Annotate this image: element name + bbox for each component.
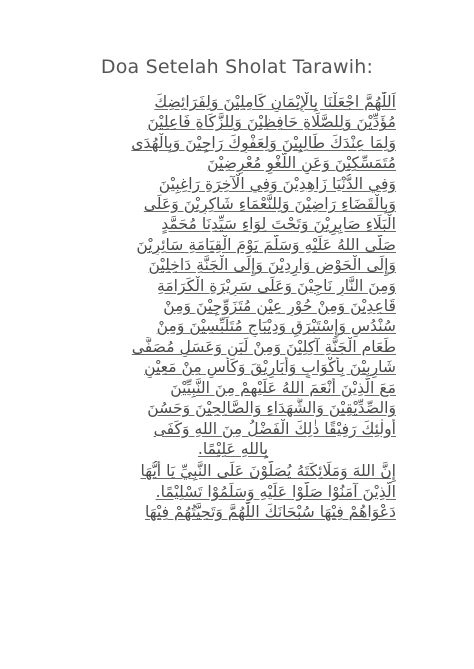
prayer-line-11: قَاعِدِيْنَ وَمِنْ حُوْرٍ عِيْنٍ مُتَزَوِّجِيْنَ وَمِنْ (163, 297, 396, 316)
prayer-line-13: طَعَامِ الْجَنَّةِ آكِلِيْنَ وَمِنْ لَبَنٍ وَعَسَلٍ مُصَفًّى (131, 337, 396, 356)
prayer-line-4: مُتَمَسِّكِيْنَ وَعَنِ اللَّغْوِ مُعْرِضِيْنَ (207, 154, 396, 173)
prayer-line-16: وَالصِّدِّيْقِيْنَ وَالشُّهَدَاءِ وَالصَّالِحِيْنَ وَحَسُنَ (147, 399, 396, 418)
prayer-line-7: الْبَلَاءِ صَابِرِيْنَ وَتَحْتَ لِوَاءِ سَيِّدِنَا مُحَمَّدٍ (161, 215, 396, 234)
prayer-line-15: مَعَ الَّذِيْنَ أَنْعَمَ اللهُ عَلَيْهِمْ مِنَ النَّبِيِّيْنَ (170, 378, 396, 397)
prayer-line-2: مُؤَدِّيْنَ وَلِلصَّلَاةِ حَافِظِيْنَ وَلِلزَّكَاةِ فَاعِلِيْنَ (147, 113, 396, 132)
prayer-line-1: اَللّٰهُمَّ اجْعَلْنَا بِالْإِيْمَانِ كَامِلِيْنَ وَلِفَرَائِضِكَ (154, 93, 396, 111)
salawat-line-1: إِنَّ اللهَ وَمَلَائِكَتَهُ يُصَلُّوْنَ عَلَى النَّبِيِّ يَا أَيُّهَا (140, 462, 396, 481)
prayer-line-12: سُنْدُسٍ وَإِسْتَبْرَقٍ وَدِيْبَاجٍ مُتَلَبِّسِيْنَ وَمِنْ (156, 317, 396, 336)
salawat-line-2: الَّذِيْنَ آمَنُوْا صَلُّوْا عَلَيْهِ وَسَلِّمُوْا تَسْلِيْمًا. (155, 482, 396, 501)
prayer-line-6: وَبِالْقَضَاءِ رَاضِيْنَ وَلِلنَّعْمَاءِ شَاكِرِيْنَ وَعَلَى (143, 195, 396, 214)
prayer-line-3: وَلِمَا عِنْدَكَ طَالِبِيْنَ وَلِعَفْوِكَ رَاجِيْنَ وَبِالْهُدَى (131, 133, 396, 152)
prayer-line-18: بِاللهِ عَلِيْمًا. (197, 439, 269, 458)
prayer-line-17: أُولٰئِكَ رَفِيْقًا ذٰلِكَ الْفَضْلُ مِنَ اللهِ وَكَفَى (153, 419, 396, 438)
prayer-line-10: وَمِنَ النَّارِ نَاجِيْنَ وَعَلَى سَرِيْرَةِ الْكَرَامَةِ (156, 276, 396, 295)
prayer-line-5: وَفِي الدُّنْيَا زَاهِدِيْنَ وَفِي الْآخِرَةِ رَاغِبِيْنَ (158, 174, 396, 193)
prayer-line-8: صَلَّى اللهُ عَلَيْهِ وَسَلَّمَ يَوْمَ الْقِيَامَةِ سَائِرِيْنَ (136, 235, 396, 254)
prayer-text (70, 92, 396, 523)
prayer-line-14: شَارِبِيْنَ بِأَكْوَابٍ وَأَبَارِيْقَ وَكَأْسٍ مِنْ مَعِيْنٍ (144, 358, 396, 377)
prayer-line-9: وَإِلَى الْحَوْضِ وَارِدِيْنَ وَإِلَى الْجَنَّةِ دَاخِلِيْنَ (148, 256, 396, 275)
document-title: Doa Setelah Sholat Tarawih: (100, 56, 374, 78)
salawat-line-3: دَعْوَاهُمْ فِيْهَا سُبْحَانَكَ اللّٰهُمَّ وَتَحِيَّتُهُمْ فِيْهَا (144, 503, 396, 522)
